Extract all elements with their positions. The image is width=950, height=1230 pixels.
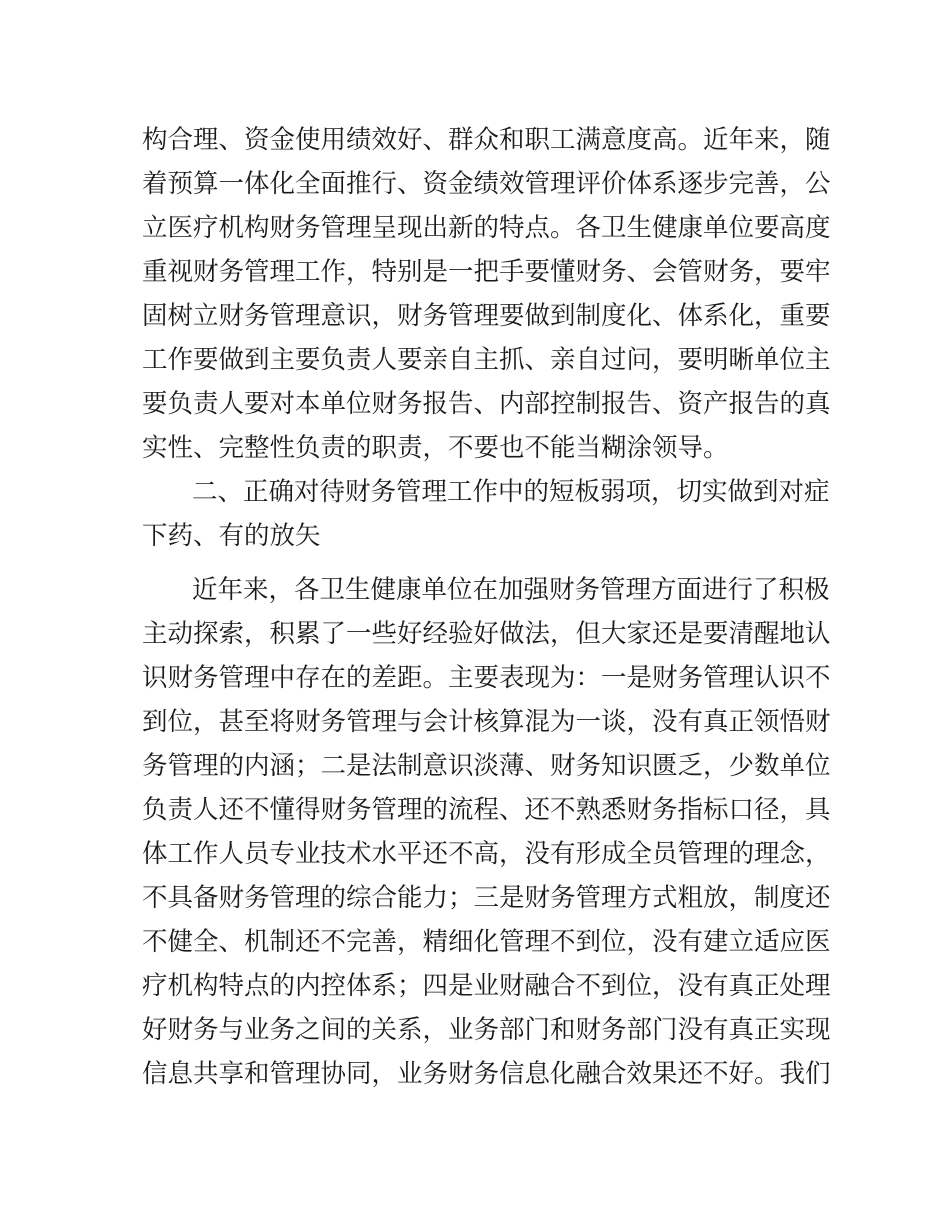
- paragraph-line: 固树立财务管理意识，财务管理要做到制度化、体系化，重要: [142, 301, 831, 331]
- paragraph-line: 重视财务管理工作，特别是一把手要懂财务、会管财务，要牢: [142, 257, 831, 287]
- heading-line: 二、正确对待财务管理工作中的短板弱项，切实做到对症: [192, 477, 830, 507]
- paragraph-line: 着预算一体化全面推行、资金绩效管理评价体系逐步完善，公: [142, 169, 831, 199]
- paragraph-line: 识财务管理中存在的差距。主要表现为：一是财务管理认识不: [142, 663, 831, 693]
- paragraph-line: 立医疗机构财务管理呈现出新的特点。各卫生健康单位要高度: [142, 213, 831, 243]
- paragraph-2: [142, 568, 831, 1096]
- paragraph-line: 不健全、机制还不完善，精细化管理不到位，没有建立适应医: [142, 927, 831, 957]
- paragraph-line: 体工作人员专业技术水平还不高，没有形成全员管理的理念，: [142, 839, 831, 869]
- paragraph-line: 好财务与业务之间的关系，业务部门和财务部门没有真正实现: [142, 1015, 831, 1045]
- paragraph-line: 近年来，各卫生健康单位在加强财务管理方面进行了积极: [192, 575, 830, 605]
- paragraph-line: 构合理、资金使用绩效好、群众和职工满意度高。近年来，随: [142, 125, 831, 155]
- heading-line: 下药、有的放矢: [142, 521, 321, 551]
- paragraph-line: 务管理的内涵；二是法制意识淡薄、财务知识匮乏，少数单位: [142, 751, 831, 781]
- paragraph-line: 到位，甚至将财务管理与会计核算混为一谈，没有真正领悟财: [142, 707, 831, 737]
- paragraph-line: 负责人还不懂得财务管理的流程、还不熟悉财务指标口径，具: [142, 795, 831, 825]
- paragraph-1: [142, 118, 831, 470]
- paragraph-line: 信息共享和管理协同，业务财务信息化融合效果还不好。我们: [142, 1059, 831, 1089]
- section-heading-2: [142, 470, 830, 558]
- paragraph-line: 疗机构特点的内控体系；四是业财融合不到位，没有真正处理: [142, 971, 831, 1001]
- paragraph-line: 不具备财务管理的综合能力；三是财务管理方式粗放，制度还: [142, 883, 831, 913]
- paragraph-line: 主动探索，积累了一些好经验好做法，但大家还是要清醒地认: [142, 619, 831, 649]
- paragraph-line: 要负责人要对本单位财务报告、内部控制报告、资产报告的真: [142, 389, 831, 419]
- paragraph-line: 实性、完整性负责的职责，不要也不能当糊涂领导。: [142, 433, 729, 463]
- paragraph-line: 工作要做到主要负责人要亲自主抓、亲自过问，要明晰单位主: [142, 345, 831, 375]
